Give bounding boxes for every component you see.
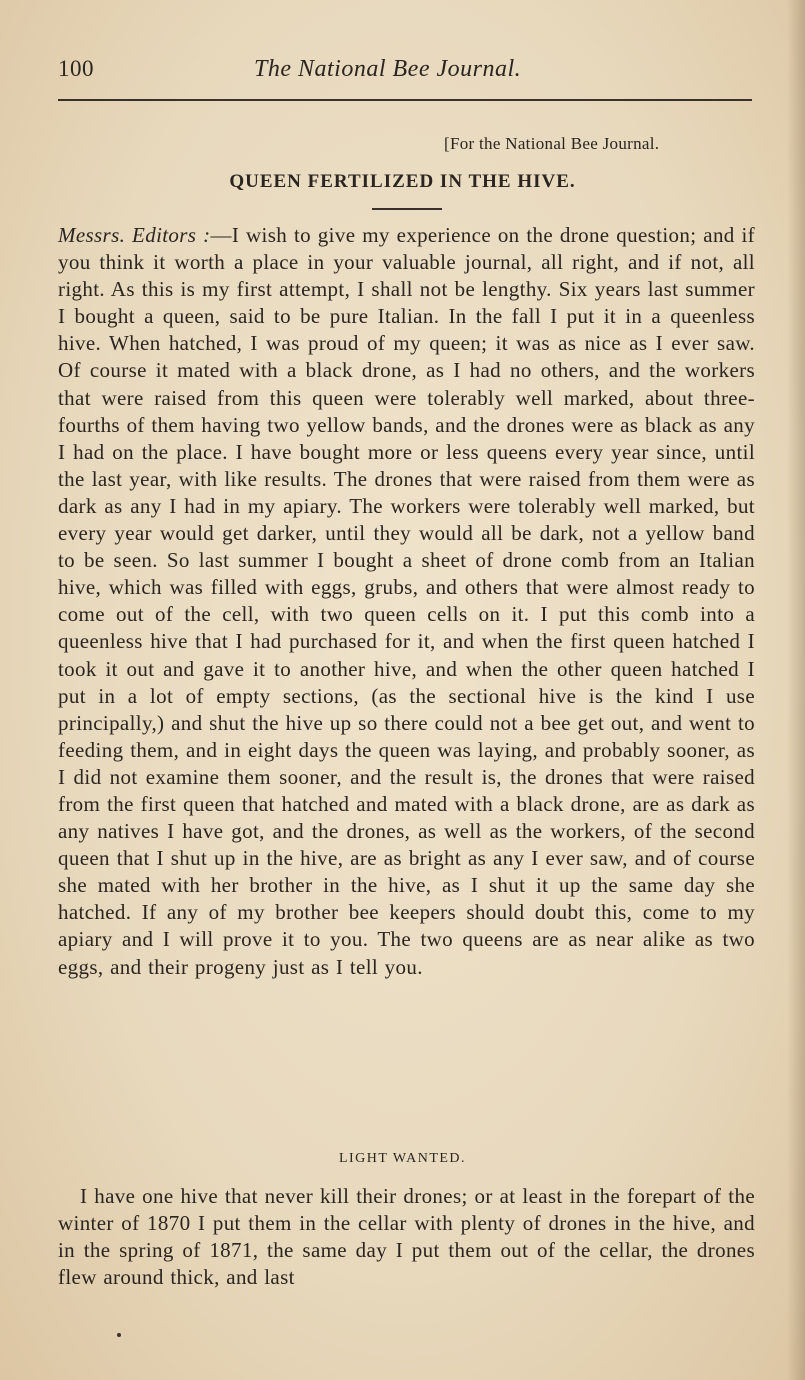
paragraph-1-text: —I wish to give my experience on the drone question; and if you think it worth a place in your valuable journal, all right, and if not, all right. As this is my first attempt, I shall not be lengthy. Six years last summer I bought a queen, said to be pure Italian. In the fall I put it in a queenless hive. When hatched, I was proud of my queen; it was as nice as I ever saw. Of course it mated with a black drone, as I had no others, and the workers that were raised from this queen were tolerably well marked, about three-fourths of them having two yellow bands, and the drones were as black as any I had on the place. I have bought more or less queens every year since, until the last year, with like results. The drones that were raised from them were as dark as any I had in my apiary. The workers were tolerably well marked, but every year would get darker, until they would all be dark, not a yellow band to be seen. So last summer I bought a sheet of drone comb from an Italian hive, which was filled with eggs, grubs, and others that were almost ready to come out of the cell, with two queen cells on it. I put this comb into a queenless hive that I had purchased for it, and when the first queen hatched I took it out and gave it to another hive, and when the other queen hatched I put in a lot of empty sections, (as the sectional hive is the kind I use principally,) and shut the hive up so there could not a bee get out, and went to feeding them, and in eight days the queen was laying, and probably sooner, as I did not examine them sooner, and the result is, the drones that were raised from the first queen that hatched and mated with a black drone, are as dark as any natives I have got, and the drones, as well as the workers, of the second queen that I shut up in the hive, are as bright as any I ever saw, and of course she mated with her brother in the hive, as I shut it up the same day she hatched. If any of my brother bee keepers should doubt this, come to my apiary and I will prove it to you. The two queens are as near alike as two eggs, and their progeny just as I tell you. [58,223,756,979]
page-edge-shadow [787,0,805,1380]
article-paragraph-1 [58,222,755,981]
section-subheading: LIGHT WANTED. [338,1151,467,1166]
header-rule [58,99,752,101]
salutation: Messrs. Editors : [58,223,211,247]
page-header [58,56,752,90]
title-rule [372,208,442,210]
page-number: 100 [58,56,94,81]
paragraph-2-text: I have one hive that never kill their drones; or at least in the forepart of the winter of 1870 I put them in the cellar with plenty of drones in the hive, and in the spring of 1871, the same day I put them out of the cellar, the drones flew around thick, and last [58,1184,755,1290]
running-title: The National Bee Journal. [254,56,522,82]
article-title: QUEEN FERTILIZED IN THE HIVE. [229,171,576,192]
article-paragraph-2 [58,1183,755,1291]
ink-speck [117,1333,121,1337]
source-note: [For the National Bee Journal. [444,134,660,153]
